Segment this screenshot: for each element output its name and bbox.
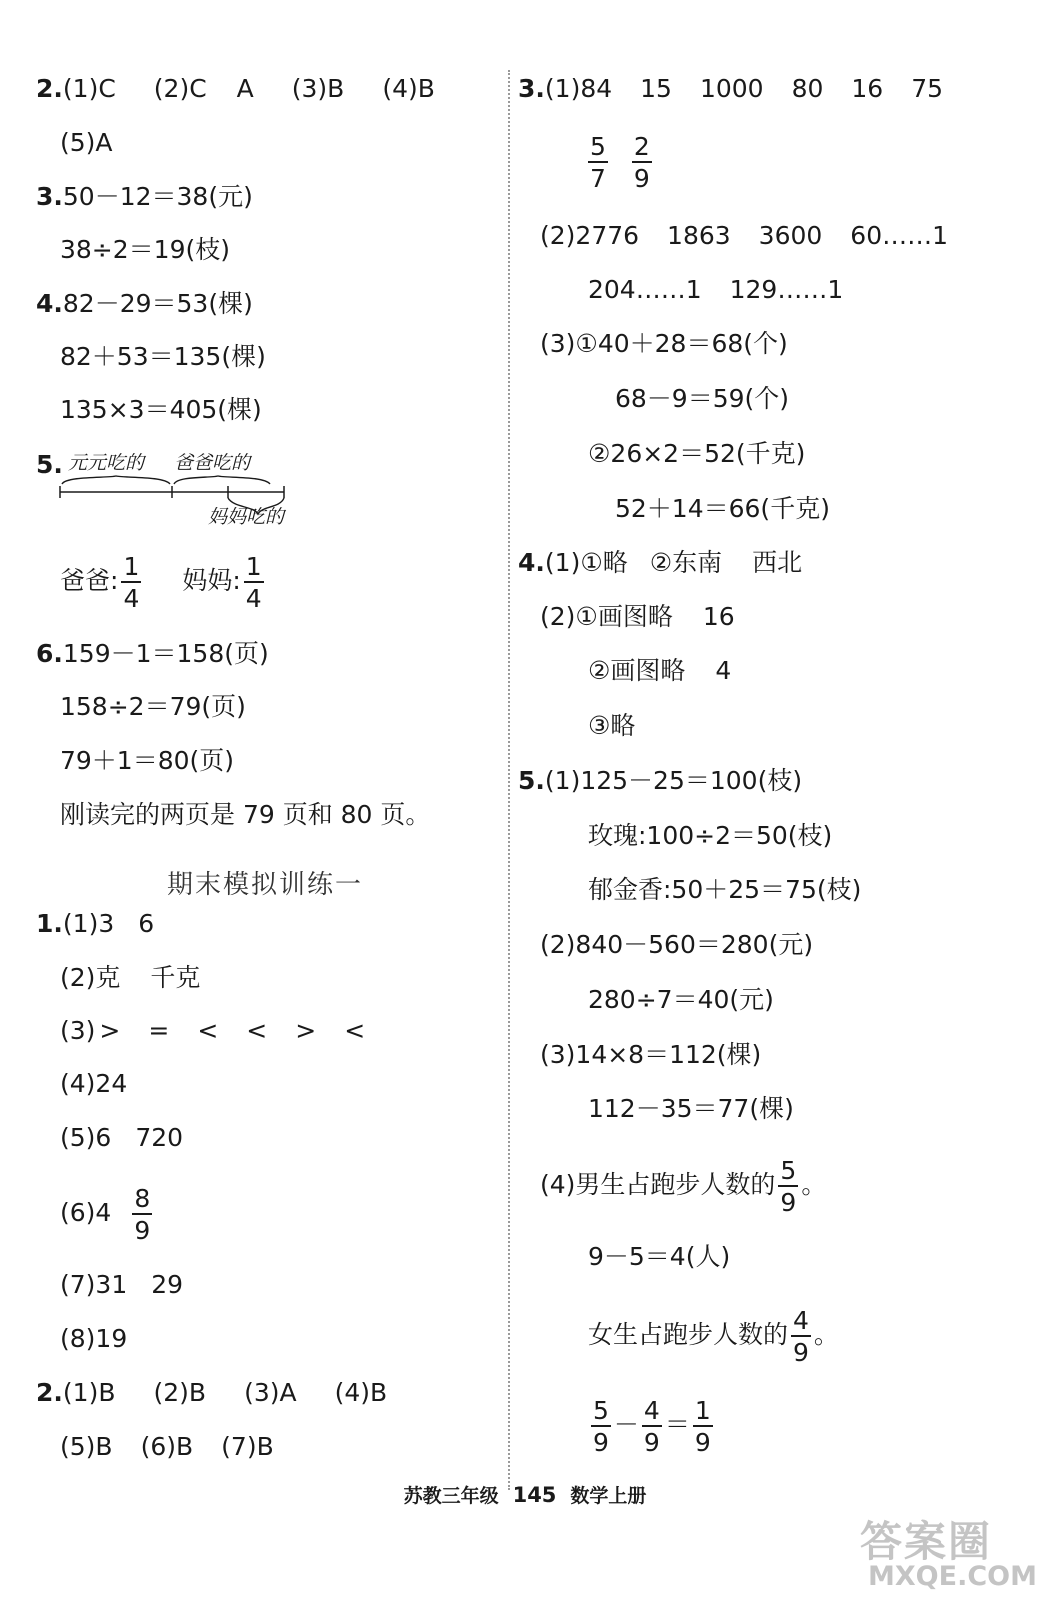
footer-subject: 数学上册 — [570, 1485, 647, 1507]
answer-r4-2: (2)①画图略 16 — [540, 602, 735, 631]
answer-4-line-3: 135×3＝405(棵) — [60, 395, 262, 424]
fraction: $\frac{1}{4}$ — [245, 551, 262, 613]
segment-label-yuanyuan: 元元吃的 — [68, 452, 145, 474]
answer-r3-3-line-3: ②26×2＝52(千克) — [588, 439, 806, 468]
section-answer-1-3: (3) > = < < > < — [60, 1016, 366, 1045]
answer-r5-4-line-3: 女生占跑步人数的 $\frac{4}{9}$ 。 — [588, 1305, 839, 1367]
answer-r3: 3.(1)84 15 1000 80 16 75 — [518, 74, 944, 103]
answer-r5-3-line-2: 112－35＝77(棵) — [588, 1094, 794, 1123]
section-answer-2: 2.(1)B (2)B (3)A (4)B — [36, 1378, 388, 1407]
footer-grade: 苏教三年级 — [403, 1485, 499, 1507]
fraction: $\frac{5}{7}$ — [590, 131, 606, 193]
answer-r3-3: (3)①40＋28＝68(个) — [540, 329, 788, 358]
segment-label-mom: 妈妈吃的 — [208, 506, 285, 528]
fraction: $\frac{1}{4}$ — [123, 551, 140, 613]
answer-5-result: 爸爸: $\frac{1}{4}$ 妈妈: $\frac{1}{4}$ — [60, 551, 262, 613]
answer-r5-4: (4)男生占跑步人数的 $\frac{5}{9}$ 。 — [540, 1155, 827, 1217]
fraction: $\frac{5}{9}$ — [780, 1155, 797, 1217]
segment-diagram — [58, 440, 318, 530]
page-number: 145 — [512, 1483, 557, 1507]
answer-r3-3-line-4: 52＋14＝66(千克) — [615, 494, 830, 523]
answer-r5-2-line-2: 280÷7＝40(元) — [588, 985, 774, 1014]
answer-5-number: 5. — [36, 450, 63, 479]
answer-r3-2-line-2: 204……1 129……1 — [588, 275, 844, 304]
answer-r4-2-line-3: ③略 — [588, 711, 636, 740]
answer-6: 6.159－1＝158(页) — [36, 639, 269, 668]
fraction: $\frac{5}{9}$ — [593, 1395, 609, 1457]
watermark-logo: 答案圈 MXQE.COM — [860, 1517, 1037, 1592]
answer-2: 2.(1)C (2)C A (3)B (4)B — [36, 74, 435, 103]
answer-6-line-2: 158÷2＝79(页) — [60, 692, 246, 721]
fraction: $\frac{4}{9}$ — [793, 1305, 809, 1367]
answer-r5-2: (2)840－560＝280(元) — [540, 930, 814, 959]
section-answer-1: 1.(1)3 6 — [36, 909, 155, 938]
answer-r3-fractions — [585, 122, 655, 200]
answer-r3-3-line-2: 68－9＝59(个) — [615, 384, 790, 413]
answer-r5-3: (3)14×8＝112(棵) — [540, 1040, 762, 1069]
section-answer-2-line-2: (5)B (6)B (7)B — [60, 1432, 274, 1461]
section-title: 期末模拟训练一 — [166, 870, 363, 900]
section-answer-1-5: (5)6 720 — [60, 1123, 184, 1152]
answer-r5-4-equation: $\frac{5}{9}$ － $\frac{4}{9}$ ＝ $\frac{1}{9}$ — [593, 1395, 711, 1457]
answer-6-line-4: 刚读完的两页是 79 页和 80 页。 — [60, 800, 431, 829]
section-answer-1-2: (2)克 千克 — [60, 963, 201, 992]
fraction: $\frac{1}{9}$ — [694, 1395, 711, 1457]
answer-r3-2: (2)2776 1863 3600 60……1 — [540, 221, 949, 250]
answer-r4: 4.(1)①略 ②东南 西北 — [518, 548, 803, 577]
answer-r4-2-line-2: ②画图略 4 — [588, 656, 732, 685]
answer-r5-4-line-2: 9－5＝4(人) — [588, 1242, 731, 1271]
answer-2-line-2: (5)A — [60, 128, 113, 157]
answer-4-line-2: 82＋53＝135(棵) — [60, 342, 266, 371]
answer-6-line-3: 79＋1＝80(页) — [60, 746, 235, 775]
fraction: $\frac{4}{9}$ — [643, 1395, 660, 1457]
answer-3-line-2: 38÷2＝19(枝) — [60, 235, 230, 264]
column-divider — [508, 70, 510, 1490]
answer-r5: 5.(1)125－25＝100(枝) — [518, 766, 803, 795]
section-answer-1-6: (6)4 $\frac{8}{9}$ — [60, 1183, 151, 1245]
fraction: $\frac{2}{9}$ — [633, 131, 650, 193]
answer-r5-line-3: 郁金香:50＋25＝75(枝) — [588, 875, 862, 904]
section-answer-1-7: (7)31 29 — [60, 1270, 184, 1299]
fraction: $\frac{8}{9}$ — [134, 1183, 151, 1245]
segment-label-dad: 爸爸吃的 — [174, 452, 251, 474]
answer-4: 4.82－29＝53(棵) — [36, 289, 253, 318]
section-answer-1-8: (8)19 — [60, 1324, 128, 1353]
answer-3: 3.50－12＝38(元) — [36, 182, 253, 211]
answer-r5-line-2: 玫瑰:100÷2＝50(枝) — [588, 821, 833, 850]
section-answer-1-4: (4)24 — [60, 1069, 128, 1098]
